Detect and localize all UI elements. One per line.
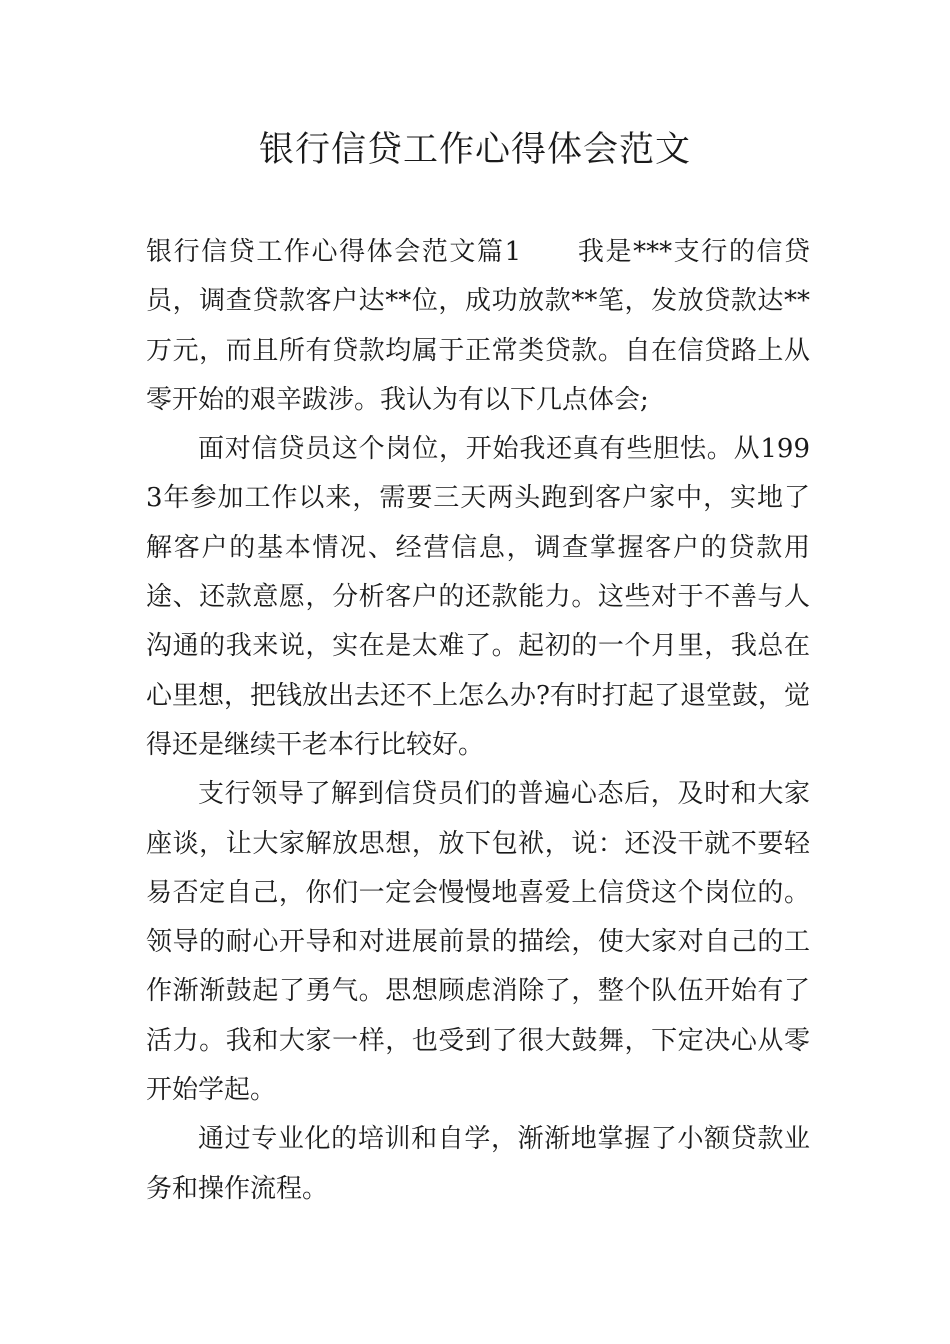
paragraph-4: 通过专业化的培训和自学，渐渐地掌握了小额贷款业务和操作流程。 xyxy=(146,1124,810,1204)
paragraph-3: 支行领导了解到信贷员们的普遍心态后，及时和大家座谈，让大家解放思想，放下包袱，说：还没干就不要轻易否定自己，你们一定会慢慢地喜爱上信贷这个岗位的。领导的耐心开导和对进展前景的描绘，使大家对自己的工作渐渐鼓起了勇气。思想顾虑消除了，整个队伍开始有了活力。我和大家一样，也受到了很大鼓舞，下定决心从零开始学起。 xyxy=(146,779,810,1106)
paragraph-1: 银行信贷工作心得体会范文篇1 我是***支行的信贷员，调查贷款客户达**位，成功放款**笔，发放贷款达**万元，而且所有贷款均属于正常类贷款。自在信贷路上从零开始的艰辛跋涉。我认为有以下几点体会; xyxy=(146,237,810,415)
paragraph-2: 面对信贷员这个岗位，开始我还真有些胆怯。从1993年参加工作以来，需要三天两头跑到客户家中，实地了解客户的基本情况、经营信息，调查掌握客户的贷款用途、还款意愿，分析客户的还款能力。这些对于不善与人沟通的我来说，实在是太难了。起初的一个月里，我总在心里想，把钱放出去还不上怎么办?有时打起了退堂鼓，觉得还是继续干老本行比较好。 xyxy=(146,434,810,760)
document-body xyxy=(146,228,810,1214)
document-title: 银行信贷工作心得体会范文 xyxy=(258,130,691,170)
